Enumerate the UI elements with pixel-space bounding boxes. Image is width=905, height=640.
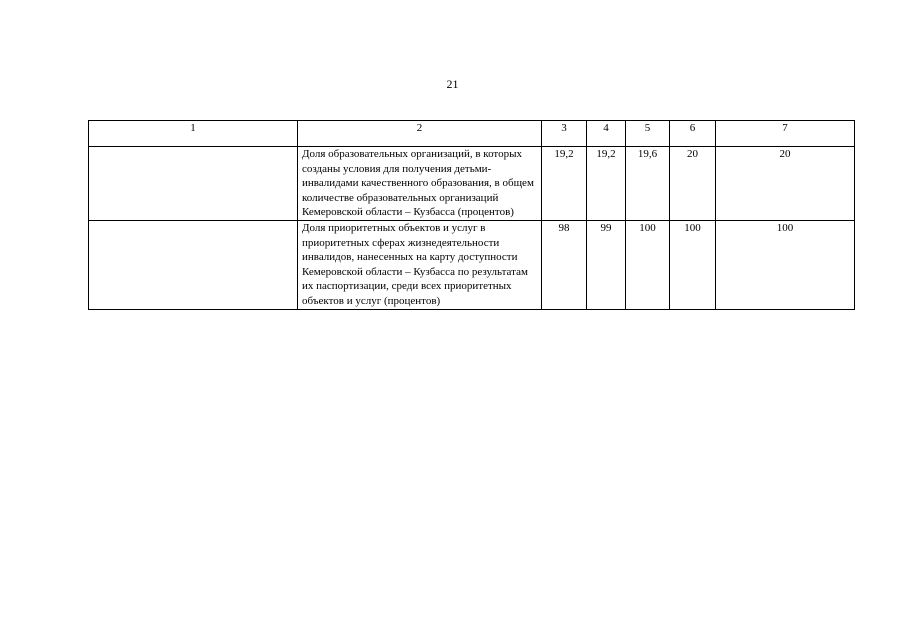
column-header: 6 [670, 121, 716, 147]
page-number: 21 [446, 77, 459, 91]
indicators-table [88, 120, 855, 310]
value-cell: 100 [670, 220, 716, 309]
indicator-name: Доля образовательных организаций, в которых созданы условия для получения детьми-инвалидами качественного образования, в общем количестве образовательных организаций Кемеровской области – Кузбасса (процентов) [298, 147, 542, 221]
column-header: 2 [298, 121, 542, 147]
value-cell: 19,2 [587, 147, 626, 221]
column-header: 4 [587, 121, 626, 147]
column-header: 3 [542, 121, 587, 147]
column-header: 5 [626, 121, 670, 147]
column-header: 7 [716, 121, 855, 147]
value-cell: 98 [542, 220, 587, 309]
value-cell: 100 [626, 220, 670, 309]
indicator-name: Доля приоритетных объектов и услуг в приоритетных сферах жизнедеятельности инвалидов, нанесенных на карту доступности Кемеровской области – Кузбасса по результатам их паспортизации, среди всех приоритетных объектов и услуг (процентов) [298, 220, 542, 309]
table-cell [89, 220, 298, 309]
value-cell: 20 [670, 147, 716, 221]
column-header: 1 [89, 121, 298, 147]
table-cell [89, 147, 298, 221]
table-row [89, 147, 855, 221]
table-row [89, 220, 855, 309]
value-cell: 19,6 [626, 147, 670, 221]
value-cell: 20 [716, 147, 855, 221]
value-cell: 99 [587, 220, 626, 309]
value-cell: 100 [716, 220, 855, 309]
table-header-row [89, 121, 855, 147]
value-cell: 19,2 [542, 147, 587, 221]
